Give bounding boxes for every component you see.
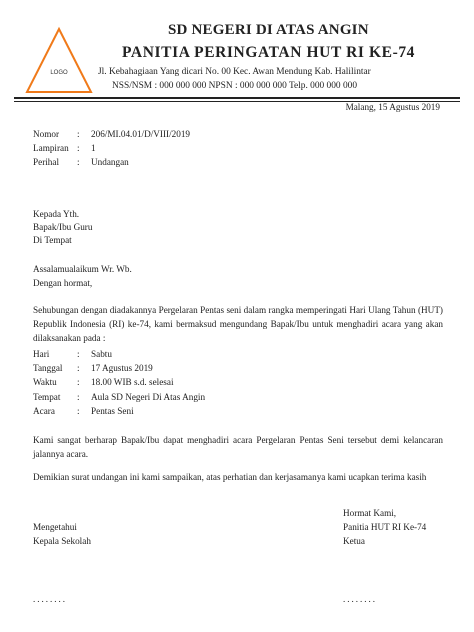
meta-value-attachment: 1 — [91, 143, 96, 153]
event-label-time: Waktu — [33, 377, 57, 387]
committee-label: Panitia HUT RI Ke-74 — [343, 522, 427, 532]
event-value-place: Aula SD Negeri Di Atas Angin — [91, 392, 206, 402]
meta-label-subject: Perihal — [33, 157, 60, 167]
logo-text: LOGO — [50, 70, 68, 76]
acknowledged-label: Mengetahui — [33, 522, 77, 532]
greeting: Assalamualaikum Wr. Wb. — [33, 264, 132, 274]
recipient-line: Kepada Yth. — [33, 209, 80, 219]
closing-paragraph: Demikian surat undangan ini kami sampaikan, atas perhatian dan kerjasamanya kami ucapkan terima kasih — [33, 472, 427, 482]
meta-sep: : — [77, 157, 80, 167]
event-sep: : — [77, 406, 80, 416]
event-value-day: Sabtu — [91, 349, 112, 359]
event-label-place: Tempat — [33, 392, 61, 402]
recipient-line: Bapak/Ibu Guru — [33, 222, 93, 232]
signature-line-right: ........ — [343, 594, 377, 604]
event-value-program: Pentas Seni — [91, 406, 134, 416]
event-label-date: Tanggal — [33, 363, 63, 373]
meta-label-number: Nomor — [33, 129, 60, 139]
event-sep: : — [77, 363, 80, 373]
event-sep: : — [77, 349, 80, 359]
event-value-time: 18.00 WIB s.d. selesai — [91, 377, 174, 387]
school-identifiers: NSS/NSM : 000 000 000 NPSN : 000 000 000 Telp. 000 000 000 — [112, 81, 358, 91]
signature-line-left: ........ — [33, 594, 67, 604]
recipient-line: Di Tempat — [33, 235, 72, 245]
hope-paragraph: Kami sangat berharap Bapak/Ibu dapat menghadiri acara Pergelaran Pentas Seni tersebut demi kelancaran jalannya acara. — [33, 435, 443, 459]
meta-sep: : — [77, 129, 80, 139]
principal-title: Kepala Sekolah — [33, 536, 91, 546]
header-rule-thick — [14, 97, 460, 99]
event-label-program: Acara — [33, 406, 55, 416]
meta-sep: : — [77, 143, 80, 153]
greeting-formal: Dengan hormat, — [33, 278, 93, 288]
meta-label-attachment: Lampiran — [33, 143, 69, 153]
committee-name: PANITIA PERINGATAN HUT RI KE-74 — [122, 44, 416, 61]
event-sep: : — [77, 392, 80, 402]
logo — [24, 26, 94, 96]
event-label-day: Hari — [33, 349, 50, 359]
school-name: SD NEGERI DI ATAS ANGIN — [168, 22, 369, 38]
event-sep: : — [77, 377, 80, 387]
intro-paragraph: Sehubungan dengan diadakannya Pergelaran Pentas seni dalam rangka memperingati Hari Ulang Tahun (HUT) Republik Indonesia (RI) ke-74, kami bermaksud mengundang Bapak/Ibu untuk menghadiri acara yang akan dilaksanakan pada : — [33, 305, 443, 343]
meta-value-subject: Undangan — [91, 157, 129, 167]
meta-value-number: 206/MI.04.01/D/VIII/2019 — [91, 129, 191, 139]
event-value-date: 17 Agustus 2019 — [91, 363, 153, 373]
letter-date: Malang, 15 Agustus 2019 — [345, 102, 440, 112]
chairman-title: Ketua — [343, 536, 365, 546]
regards-label: Hormat Kami, — [343, 508, 397, 518]
school-address: Jl. Kebahagiaan Yang dicari No. 00 Kec. Awan Mendung Kab. Halilintar — [98, 67, 371, 77]
